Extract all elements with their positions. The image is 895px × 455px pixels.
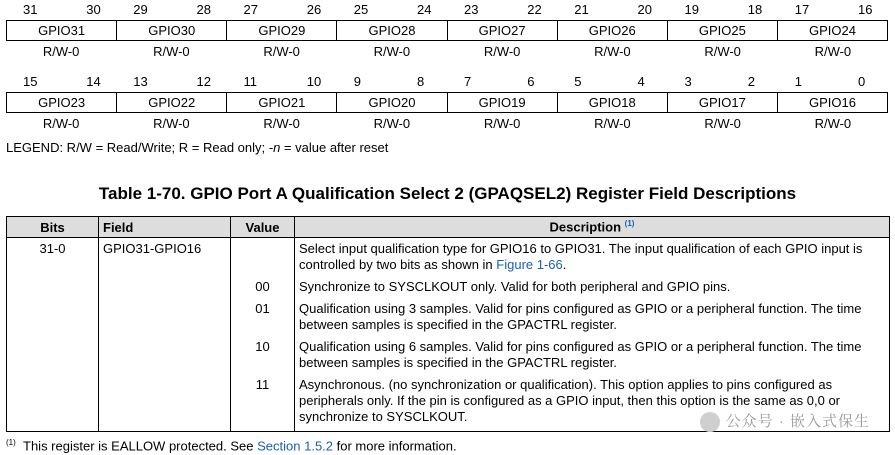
bits-cell-empty: [7, 377, 99, 432]
wechat-icon: [700, 412, 720, 432]
intro-text: Select input qualification type for GPIO16 to GPIO31. The input qualification of each GPIO input is controlled by two bits as shown in: [299, 241, 863, 272]
table-row: [7, 238, 890, 280]
field-cell-gpio24: GPIO24: [777, 21, 887, 41]
field-cell-gpio16: GPIO16: [777, 93, 887, 113]
intro-end: .: [562, 257, 567, 272]
value-cell: 00: [231, 279, 295, 301]
field-cell-empty: [99, 377, 231, 432]
header-field: Field: [99, 217, 231, 238]
access-cell: R/W-0: [42, 43, 80, 59]
bits-cell-empty: [7, 279, 99, 301]
bit-number: 12: [196, 74, 211, 89]
table-row: [7, 339, 890, 377]
bit-number: 11: [243, 74, 257, 89]
field-cell-gpio17: GPIO17: [667, 93, 777, 113]
watermark-text: 公众号 · 嵌入式保生: [725, 413, 870, 430]
bits-cell-empty: [7, 339, 99, 377]
bit-number: 10: [306, 74, 322, 89]
bit-numbers-upper: [6, 0, 888, 20]
bits-cell: 31-0: [7, 238, 99, 280]
bit-number: 30: [86, 2, 101, 17]
bit-number: 19: [684, 2, 699, 17]
field-cell-gpio27: GPIO27: [447, 21, 557, 41]
access-cell: R/W-0: [594, 115, 631, 131]
field-cell-gpio18: GPIO18: [557, 93, 667, 113]
description-cell: Qualification using 3 samples. Valid for pins configured as GPIO or a peripheral function. The time between samples is specified in the GPACTRL register.: [295, 301, 890, 339]
register-upper: [6, 0, 888, 61]
value-cell-empty: [231, 238, 295, 280]
access-cell: R/W-0: [704, 43, 741, 59]
figure-link[interactable]: Figure 1-66: [496, 257, 563, 272]
bit-number: 23: [464, 2, 479, 17]
description-cell: Qualification using 6 samples. Valid for pins configured as GPIO or a peripheral function. The time between samples is specified in the GPACTRL register.: [295, 339, 890, 377]
bit-number: 3: [684, 74, 692, 89]
bit-number: 7: [464, 74, 472, 89]
access-cell: R/W-0: [483, 115, 521, 131]
access-cell: R/W-0: [263, 115, 300, 131]
bit-number: 28: [196, 2, 211, 17]
field-cell-gpio22: GPIO22: [117, 93, 227, 113]
field-cell-gpio28: GPIO28: [337, 21, 447, 41]
field-cell-gpio31: GPIO31: [7, 21, 117, 41]
access-cell: R/W-0: [814, 115, 852, 131]
bit-number: 4: [637, 74, 645, 89]
header-description-label: Description: [549, 219, 622, 235]
bit-number: 16: [858, 2, 873, 17]
bit-number: 24: [417, 2, 432, 17]
table-title: Table 1-70. GPIO Port A Qualification Select 2 (GPAQSEL2) Register Field Descriptions: [98, 184, 797, 203]
bit-number: 8: [417, 74, 425, 89]
access-row-upper: [6, 41, 888, 61]
footnote: [6, 438, 457, 453]
watermark: [700, 410, 870, 432]
access-cell: R/W-0: [483, 43, 521, 59]
header-description: [295, 217, 890, 238]
bit-number: 31: [23, 2, 38, 17]
field-cell-gpio29: GPIO29: [227, 21, 337, 41]
bit-number: 26: [306, 2, 322, 17]
access-cell: R/W-0: [263, 43, 300, 59]
field-cell-gpio20: GPIO20: [337, 93, 447, 113]
field-cell-gpio26: GPIO26: [557, 21, 667, 41]
bit-number: 25: [353, 2, 369, 17]
bit-number: 2: [747, 74, 755, 89]
section-link[interactable]: Section 1.5.2: [257, 438, 334, 454]
bit-number: 1: [794, 74, 802, 89]
access-cell: R/W-0: [153, 115, 190, 131]
table-header-row: [7, 217, 890, 238]
value-cell: 01: [231, 301, 295, 339]
access-cell: R/W-0: [704, 115, 741, 131]
bit-number: 20: [637, 2, 652, 17]
value-cell: 10: [231, 339, 295, 377]
header-bits: Bits: [7, 217, 99, 238]
field-cell-gpio25: GPIO25: [667, 21, 777, 41]
header-note-mark[interactable]: (1): [624, 219, 635, 229]
field-cell-empty: [99, 279, 231, 301]
field-description-table: [6, 216, 890, 432]
legend-italic: -n: [268, 140, 281, 155]
access-cell: R/W-0: [594, 43, 631, 59]
bit-number: 22: [527, 2, 542, 17]
description-cell: Synchronize to SYSCLKOUT only. Valid for both peripheral and GPIO pins.: [295, 279, 890, 301]
access-cell: R/W-0: [814, 43, 852, 59]
access-cell: R/W-0: [153, 43, 190, 59]
bit-number: 15: [23, 74, 38, 89]
bits-cell-empty: [7, 301, 99, 339]
access-cell: R/W-0: [42, 115, 80, 131]
bit-number: 17: [794, 2, 810, 17]
field-cell-gpio21: GPIO21: [227, 93, 337, 113]
field-cell-empty: [99, 339, 231, 377]
access-cell: R/W-0: [373, 43, 411, 59]
table-row: [7, 301, 890, 339]
bit-number: 18: [747, 2, 763, 17]
field-cell: GPIO31-GPIO16: [99, 238, 231, 280]
footnote-end: for more information.: [333, 438, 457, 454]
field-row-lower: [6, 92, 888, 113]
field-cell-gpio23: GPIO23: [7, 93, 117, 113]
bit-number: 21: [574, 2, 589, 17]
bit-number: 14: [86, 74, 101, 89]
bit-number: 0: [858, 74, 866, 89]
register-lower: [6, 72, 888, 133]
header-value: Value: [231, 217, 295, 238]
access-cell: R/W-0: [373, 115, 411, 131]
bit-number: 9: [353, 74, 361, 89]
description-cell: Asynchronous. (no synchronization or qualification). This option applies to pins configured as peripherals only. If the pin is configured as a GPIO input, then this option is the same as 0,0 or synchronize to SYSCLKOUT.: [295, 377, 890, 432]
footnote-mark: (1): [6, 438, 16, 447]
legend-suffix: = value after reset: [280, 140, 389, 155]
legend: [6, 140, 388, 155]
access-row-lower: [6, 113, 888, 133]
table-row: [7, 279, 890, 301]
intro-description: [295, 238, 890, 280]
bit-number: 27: [243, 2, 258, 17]
value-cell: 11: [231, 377, 295, 432]
field-row-upper: [6, 20, 888, 41]
bit-number: 6: [527, 74, 535, 89]
legend-prefix: LEGEND: R/W = Read/Write; R = Read only;: [6, 140, 269, 155]
bit-number: 5: [574, 74, 582, 89]
field-cell-gpio30: GPIO30: [117, 21, 227, 41]
footnote-text: This register is EALLOW protected. See: [23, 438, 258, 454]
bit-number: 29: [133, 2, 148, 17]
bit-numbers-lower: [6, 72, 888, 92]
field-cell-gpio19: GPIO19: [447, 93, 557, 113]
field-cell-empty: [99, 301, 231, 339]
bit-number: 13: [133, 74, 148, 89]
